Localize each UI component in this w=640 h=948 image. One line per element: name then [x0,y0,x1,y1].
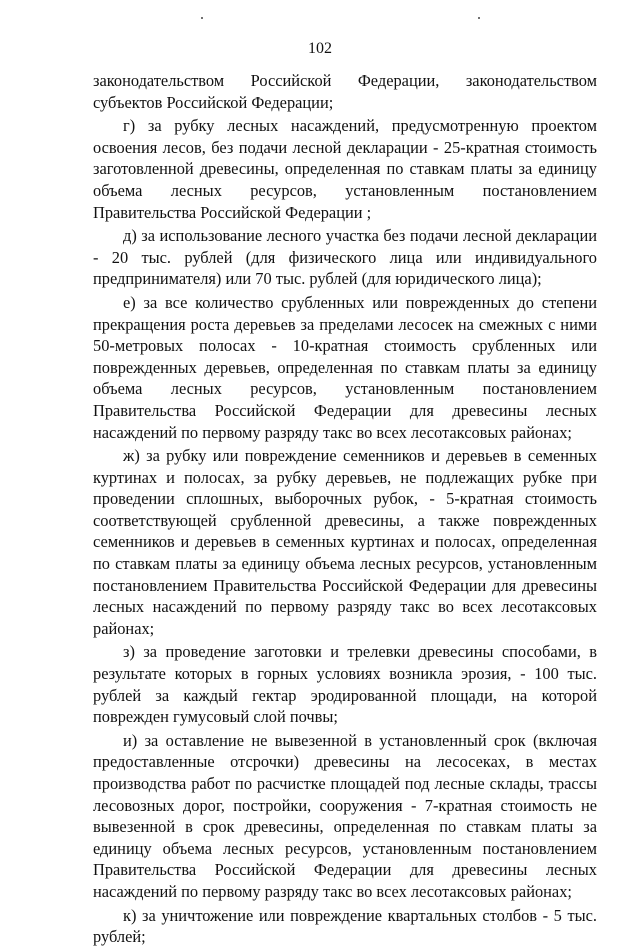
scan-speck [478,17,480,19]
paragraph-zh: ж) за рубку или повреждение семенников и деревьев в семенных куртинах и полосах, за рубку деревьев, не подлежащих рубке при проведении сплошных, выборочных рубок, - 5-кратная стоимость соответствующей срубленной древесины, а также поврежденных семенников и деревьев в семенных куртинах и полосах, определенная по ставкам платы за единицу объема лесных ресурсов, установленным постановлением Правительства Российской Федерации для древесины лесных насаждений по первому разряду такс во всех лесотаксовых районах; [93,446,597,638]
document-body [93,70,597,948]
scan-speck [201,17,203,19]
paragraph-e: е) за все количество срубленных или поврежденных до степени прекращения роста деревьев за пределами лесосек на смежных с ними 50-метровых полосах - 10-кратная стоимость срубленных или поврежденных деревьев, определенная по ставкам платы за единицу объема лесных ресурсов, установленным постановлением Правительства Российской Федерации для древесины лесных насаждений по первому разряду такс во всех лесотаксовых районах; [93,292,597,442]
paragraph-d: д) за использование лесного участка без подачи лесной декларации - 20 тыс. рублей (для физического лица или индивидуального предпринимателя) или 70 тыс. рублей (для юридического лица); [93,226,597,289]
paragraph-k: к) за уничтожение или повреждение квартальных столбов - 5 тыс. рублей; [93,905,597,947]
paragraph-g: г) за рубку лесных насаждений, предусмотренную проектом освоения лесов, без подачи лесной декларации - 25-кратная стоимость заготовленной древесины, определенная по ставкам платы за единицу объема лесных ресурсов, установленным постановлением Правительства Российской Федерации ; [93,116,597,222]
page-number: 102 [308,40,332,57]
paragraph-z: з) за проведение заготовки и трелевки древесины способами, в результате которых в горных условиях возникла эрозия, - 100 тыс. рублей за каждый гектар эродированной площади, на которой поврежден гумусовый слой почвы; [93,642,597,727]
paragraph-i: и) за оставление не вывезенной в установленный срок (включая предоставленные отсрочки) древесины на лесосеках, в местах производства работ по расчистке площадей под лесные склады, трассы лесовозных дорог, постройки, сооружения - 7-кратная стоимость не вывезенной в срок древесины, определенная по ставкам платы за единицу объема лесных ресурсов, установленным постановлением Правительства Российской Федерации для древесины лесных насаждений по первому разряду такс во всех лесотаксовых районах; [93,730,597,901]
paragraph-continuation: законодательством Российской Федерации, законодательством субъектов Российской Федерации; [93,71,597,112]
